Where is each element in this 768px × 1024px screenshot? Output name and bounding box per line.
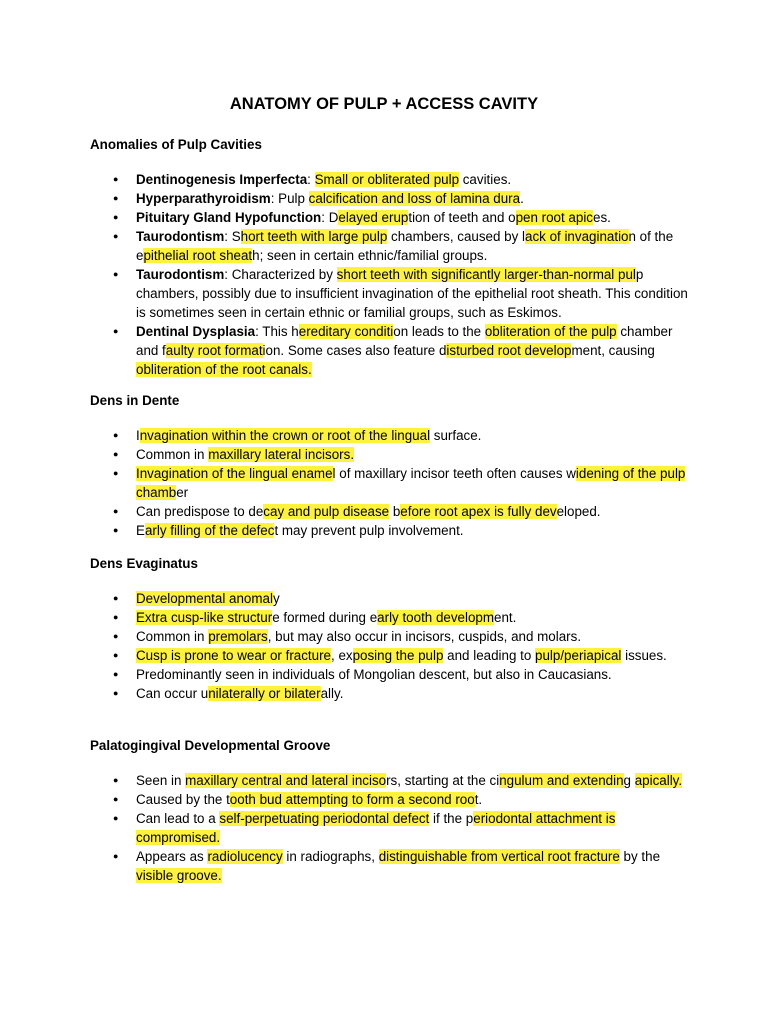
- body-text: er: [176, 485, 189, 500]
- highlighted-text: hort teeth with large pulp: [240, 229, 388, 244]
- highlighted-text: aulty root format: [165, 343, 263, 358]
- body-text: : This h: [255, 324, 299, 339]
- body-text: Can lead to a: [136, 811, 220, 826]
- dens-in-dente-list: [90, 426, 688, 540]
- body-text: : S: [224, 229, 241, 244]
- highlighted-text: calcification and loss of lamina dura: [308, 191, 521, 206]
- highlighted-text: elayed erup: [338, 210, 409, 225]
- highlighted-text: ereditary conditi: [298, 324, 394, 339]
- body-text: Common in: [136, 629, 209, 644]
- body-text: n of the e: [136, 229, 674, 263]
- highlighted-text: pithelial root sheat: [143, 248, 253, 263]
- body-text: tion of teeth and o: [408, 210, 516, 225]
- highlighted-text: arly filling of the defec: [144, 523, 275, 538]
- body-text: : D: [321, 210, 339, 225]
- list-item: [90, 608, 688, 627]
- list-item: [90, 502, 688, 521]
- body-text: b: [389, 504, 401, 519]
- body-text: if the p: [429, 811, 474, 826]
- section-heading-anomalies: Anomalies of Pulp Cavities: [90, 137, 262, 152]
- body-text: l of maxillary incisor teeth often causes w: [332, 466, 576, 481]
- highlighted-text: apically.: [634, 773, 683, 788]
- body-text: es.: [593, 210, 611, 225]
- highlighted-text: nvagination within the crown or root of the lingual: [139, 428, 431, 443]
- palatogingival-list: [90, 771, 688, 885]
- body-text: Caused by the t: [136, 792, 230, 807]
- section-heading-dens-evaginatus: Dens Evaginatus: [90, 556, 198, 571]
- body-text: issues.: [621, 648, 667, 663]
- section-heading-palatogingival-groove: Palatogingival Developmental Groove: [90, 738, 331, 753]
- anomalies-list: [90, 170, 688, 379]
- term-label: Taurodontism: [136, 229, 225, 244]
- highlighted-text: obliteration of the pulp: [484, 324, 617, 339]
- highlighted-text: efore root apex is fully dev: [400, 504, 557, 519]
- highlighted-text: Developmental anomal: [136, 591, 273, 606]
- body-text: :: [307, 172, 315, 187]
- list-item: [90, 322, 688, 379]
- body-text: cavities.: [459, 172, 512, 187]
- list-item: [90, 809, 688, 847]
- body-text: Appears as: [136, 849, 208, 864]
- list-item: [90, 684, 688, 703]
- highlighted-text: Small or obliterated pulp: [314, 172, 460, 187]
- highlighted-text: premolars: [208, 629, 268, 644]
- highlighted-text: cay and pulp disease: [263, 504, 390, 519]
- highlighted-text: arly tooth developm: [377, 610, 495, 625]
- highlighted-text: short teeth with significantly larger-than-normal pul: [336, 267, 636, 282]
- highlighted-text: isturbed root develop: [446, 343, 572, 358]
- highlighted-text: self-perpetuating periodontal defect: [219, 811, 430, 826]
- highlighted-text: radiolucency: [207, 849, 283, 864]
- list-item: [90, 189, 688, 208]
- body-text: Seen in: [136, 773, 186, 788]
- body-text: ion. Some cases also feature d: [262, 343, 447, 358]
- list-item: [90, 227, 688, 265]
- body-text: surface.: [430, 428, 482, 443]
- term-label: Pituitary Gland Hypofunction: [136, 210, 322, 225]
- list-item: [90, 521, 688, 540]
- highlighted-text: eriodontal attachment is compromised.: [136, 811, 616, 845]
- body-text: in radiographs,: [282, 849, 379, 864]
- list-item: [90, 665, 688, 684]
- body-text: e formed during e: [272, 610, 378, 625]
- highlighted-text: ack of invaginatio: [525, 229, 629, 244]
- body-text: I: [136, 428, 140, 443]
- highlighted-text: Invagination of the lingual ename: [136, 466, 333, 481]
- body-text: by the: [619, 849, 661, 864]
- body-text: p chambers, possibly due to insufficient invagination of the epithelial root sheath. This condition is sometimes seen in certain ethnic or familial groups, such as Eskimos.: [136, 267, 688, 320]
- highlighted-text: Extra cusp-like structur: [136, 610, 273, 625]
- highlighted-text: Cusp is prone to wear or fracture: [136, 648, 331, 663]
- body-text: g: [623, 773, 635, 788]
- list-item: [90, 771, 688, 790]
- list-item: [90, 627, 688, 646]
- body-text: : Characterized by: [224, 267, 337, 282]
- highlighted-text: ooth bud attempting to form a second roo: [229, 792, 475, 807]
- highlighted-text: posing the pulp: [352, 648, 444, 663]
- highlighted-text: visible groove.: [136, 868, 222, 883]
- term-label: Taurodontism: [136, 267, 225, 282]
- highlighted-text: nilaterally or bilater: [208, 686, 321, 701]
- body-text: rs, starting at the ci: [386, 773, 500, 788]
- body-text: .: [520, 191, 524, 206]
- term-label: Dentinal Dysplasia: [136, 324, 256, 339]
- list-item: [90, 170, 688, 189]
- list-item: [90, 790, 688, 809]
- term-label: Dentinogenesis Imperfecta: [136, 172, 308, 187]
- body-text: : Pulp: [270, 191, 309, 206]
- list-item: [90, 464, 688, 502]
- body-text: and leading to: [443, 648, 536, 663]
- body-text: ent.: [494, 610, 517, 625]
- body-text: Can predispose to de: [136, 504, 264, 519]
- list-item: [90, 208, 688, 227]
- body-text: ally.: [320, 686, 344, 701]
- body-text: h; seen in certain ethnic/familial groups.: [252, 248, 488, 263]
- body-text: chamber and f: [136, 324, 673, 358]
- highlighted-text: idening of the pulp chamb: [136, 466, 686, 500]
- body-text: E: [136, 523, 145, 538]
- body-text: ment, causing: [571, 343, 655, 358]
- highlighted-text: obliteration of the root canals.: [136, 362, 312, 377]
- highlighted-text: maxillary central and lateral inciso: [185, 773, 387, 788]
- highlighted-text: distinguishable from vertical root fracture: [378, 849, 620, 864]
- list-item: [90, 426, 688, 445]
- body-text: on leads to the: [393, 324, 485, 339]
- body-text: , but may also occur in incisors, cuspids, and molars.: [267, 629, 582, 644]
- body-text: eloped.: [556, 504, 601, 519]
- page-title: ANATOMY OF PULP + ACCESS CAVITY: [229, 95, 539, 113]
- highlighted-text: ngulum and extendin: [499, 773, 624, 788]
- dens-evaginatus-list: [90, 589, 688, 703]
- list-item: [90, 589, 688, 608]
- body-text: , ex: [331, 648, 353, 663]
- body-text: Can occur u: [136, 686, 209, 701]
- list-item: [90, 646, 688, 665]
- body-text: t.: [474, 792, 483, 807]
- body-text: Predominantly seen in individuals of Mongolian descent, but also in Caucasians.: [136, 667, 612, 682]
- list-item: [90, 265, 688, 322]
- highlighted-text: pulp/periapical: [535, 648, 622, 663]
- list-item: [90, 847, 688, 885]
- term-label: Hyperparathyroidism: [136, 191, 271, 206]
- body-text: t may prevent pulp involvement.: [274, 523, 464, 538]
- highlighted-text: maxillary lateral incisors.: [208, 447, 355, 462]
- section-heading-dens-in-dente: Dens in Dente: [90, 393, 180, 408]
- highlighted-text: pen root apic: [515, 210, 593, 225]
- body-text: chambers, caused by l: [387, 229, 526, 244]
- body-text: Common in: [136, 447, 209, 462]
- list-item: [90, 445, 688, 464]
- body-text: y: [272, 591, 280, 606]
